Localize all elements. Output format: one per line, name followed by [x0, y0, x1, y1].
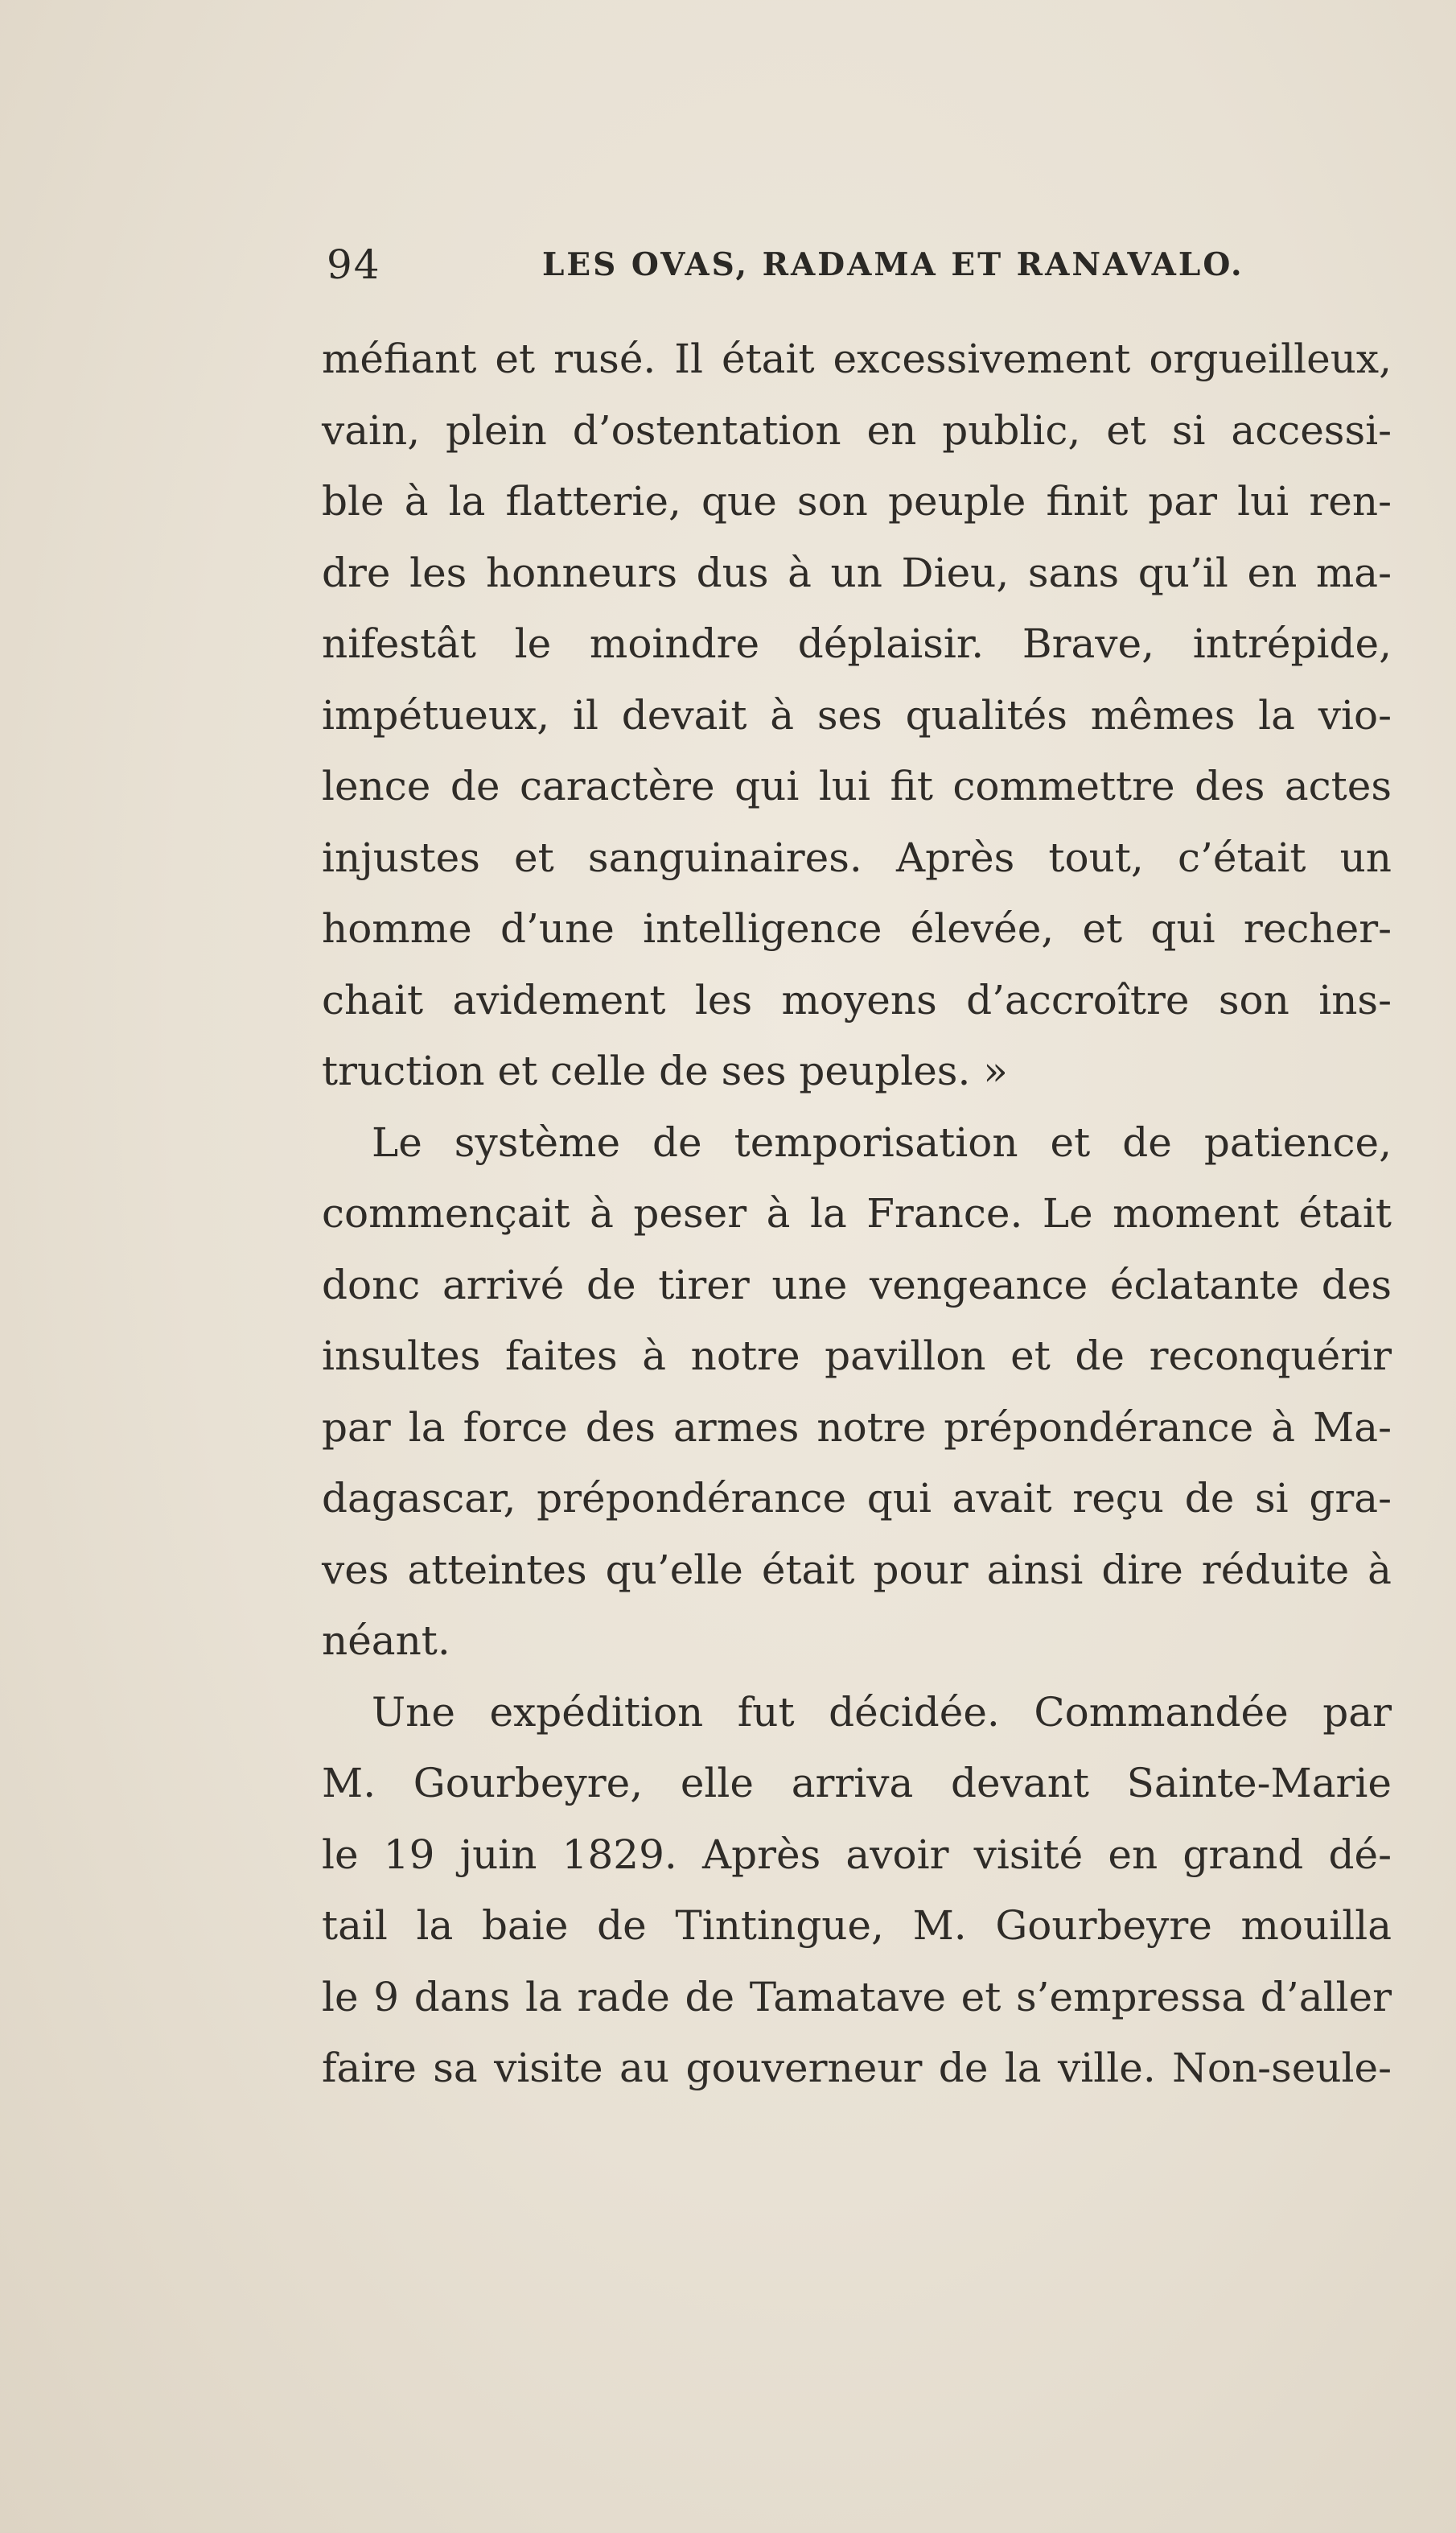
text-line: dre les honneurs dus à un Dieu, sans qu’il en ma-	[322, 549, 1392, 596]
page-header	[327, 241, 1405, 306]
text-line: ble à la flatterie, que son peuple finit par lui ren-	[322, 478, 1392, 525]
running-title: LES OVAS, RADAMA ET RANAVALO.	[542, 246, 1244, 283]
text-line: injustes et sanguinaires. Après tout, c’était un	[322, 834, 1392, 881]
text-line: truction et celle de ses peuples. »	[322, 1048, 1008, 1094]
text-line: le 19 juin 1829. Après avoir visité en grand dé-	[322, 1831, 1392, 1878]
text-line: insultes faites à notre pavillon et de reconquérir	[322, 1332, 1392, 1379]
text-line: M. Gourbeyre, elle arriva devant Sainte-Marie	[322, 1760, 1392, 1806]
text-line: ves atteintes qu’elle était pour ainsi dire réduite à	[322, 1546, 1392, 1593]
text-line: méfiant et rusé. Il était excessivement orgueilleux,	[322, 336, 1392, 382]
text-line: lence de caractère qui lui fit commettre des actes	[322, 763, 1392, 809]
text-line: tail la baie de Tintingue, M. Gourbeyre mouilla	[322, 1902, 1392, 1949]
page-number: 94	[327, 241, 381, 288]
body-text	[322, 323, 1392, 2104]
text-line: vain, plein d’ostentation en public, et si accessi-	[322, 406, 1392, 454]
text-line: impétueux, il devait à ses qualités mêmes la vio-	[322, 691, 1392, 739]
text-line: homme d’une intelligence élevée, et qui recher-	[322, 905, 1392, 952]
text-line: chait avidement les moyens d’accroître son ins-	[322, 976, 1392, 1023]
text-line: donc arrivé de tirer une vengeance éclatante des	[322, 1261, 1392, 1308]
text-line: néant.	[322, 1617, 450, 1664]
text-line: le 9 dans la rade de Tamatave et s’empressa d’aller	[322, 1973, 1392, 2020]
text-line: dagascar, prépondérance qui avait reçu de si gra-	[322, 1475, 1392, 1522]
text-line: Le système de temporisation et de patience,	[372, 1118, 1392, 1166]
text-line: nifestât le moindre déplaisir. Brave, intrépide,	[322, 620, 1392, 667]
text-line: Une expédition fut décidée. Commandée par	[372, 1688, 1392, 1736]
text-line: faire sa visite au gouverneur de la ville. Non-seule-	[322, 2045, 1392, 2091]
text-line: par la force des armes notre prépondérance à Ma-	[322, 1403, 1392, 1451]
text-line: commençait à peser à la France. Le moment était	[322, 1190, 1392, 1237]
